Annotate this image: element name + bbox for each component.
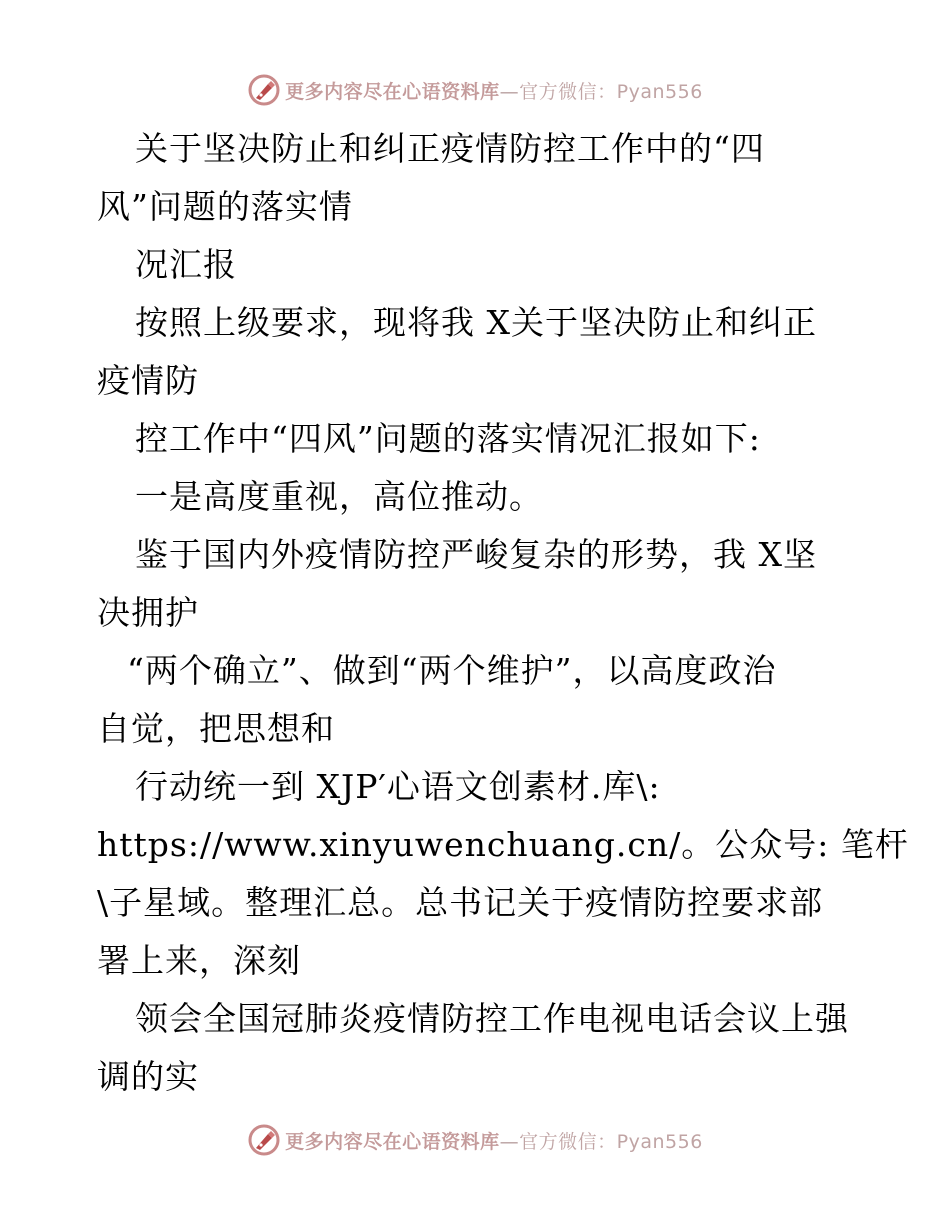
- paragraph-line: 疫情防: [97, 361, 199, 400]
- url-line: https://www.xinyuwenchuang.cn/。公众号: 笔杆: [97, 825, 909, 864]
- pen-nib-circle-icon: [247, 1123, 281, 1157]
- banner-contact: 官方微信：Pyan556: [519, 1130, 703, 1153]
- paragraph-line: 行动统一到 XJP′心语文创素材.库\:: [135, 767, 661, 806]
- footer-watermark-banner: [0, 1120, 950, 1160]
- banner-dash: —: [499, 1130, 520, 1153]
- paragraph-line: 署上来，深刻: [97, 941, 301, 980]
- paragraph-line: 决拥护: [97, 593, 199, 632]
- banner-dash: —: [499, 80, 520, 103]
- title-line-1: 关于坚决防止和纠正疫情防控工作中的“四: [135, 129, 765, 168]
- paragraph-line: 控工作中“四风”问题的落实情况汇报如下:: [135, 419, 761, 458]
- document-body: [97, 120, 909, 1106]
- paragraph-line: “两个确立”、做到“两个维护”，以高度政治: [127, 651, 777, 690]
- section-heading: 一是高度重视，高位推动。: [135, 477, 543, 516]
- paragraph-line: \子星域。整理汇总。总书记关于疫情防控要求部: [97, 883, 824, 922]
- paragraph-line: 按照上级要求，现将我 X关于坚决防止和纠正: [135, 303, 817, 342]
- banner-title: 更多内容尽在心语资料库: [285, 80, 500, 103]
- paragraph-line: 鉴于国内外疫情防控严峻复杂的形势，我 X坚: [135, 535, 817, 574]
- header-watermark-banner: [0, 70, 950, 110]
- title-line-3: 况汇报: [135, 245, 237, 284]
- paragraph-line: 自觉，把思想和: [97, 709, 335, 748]
- title-line-2: 风”问题的落实情: [97, 187, 353, 226]
- paragraph-line: 调的实: [97, 1057, 199, 1096]
- banner-contact: 官方微信：Pyan556: [519, 80, 703, 103]
- pen-nib-circle-icon: [247, 73, 281, 107]
- banner-title: 更多内容尽在心语资料库: [285, 1130, 500, 1153]
- paragraph-line: 领会全国冠肺炎疫情防控工作电视电话会议上强: [135, 999, 849, 1038]
